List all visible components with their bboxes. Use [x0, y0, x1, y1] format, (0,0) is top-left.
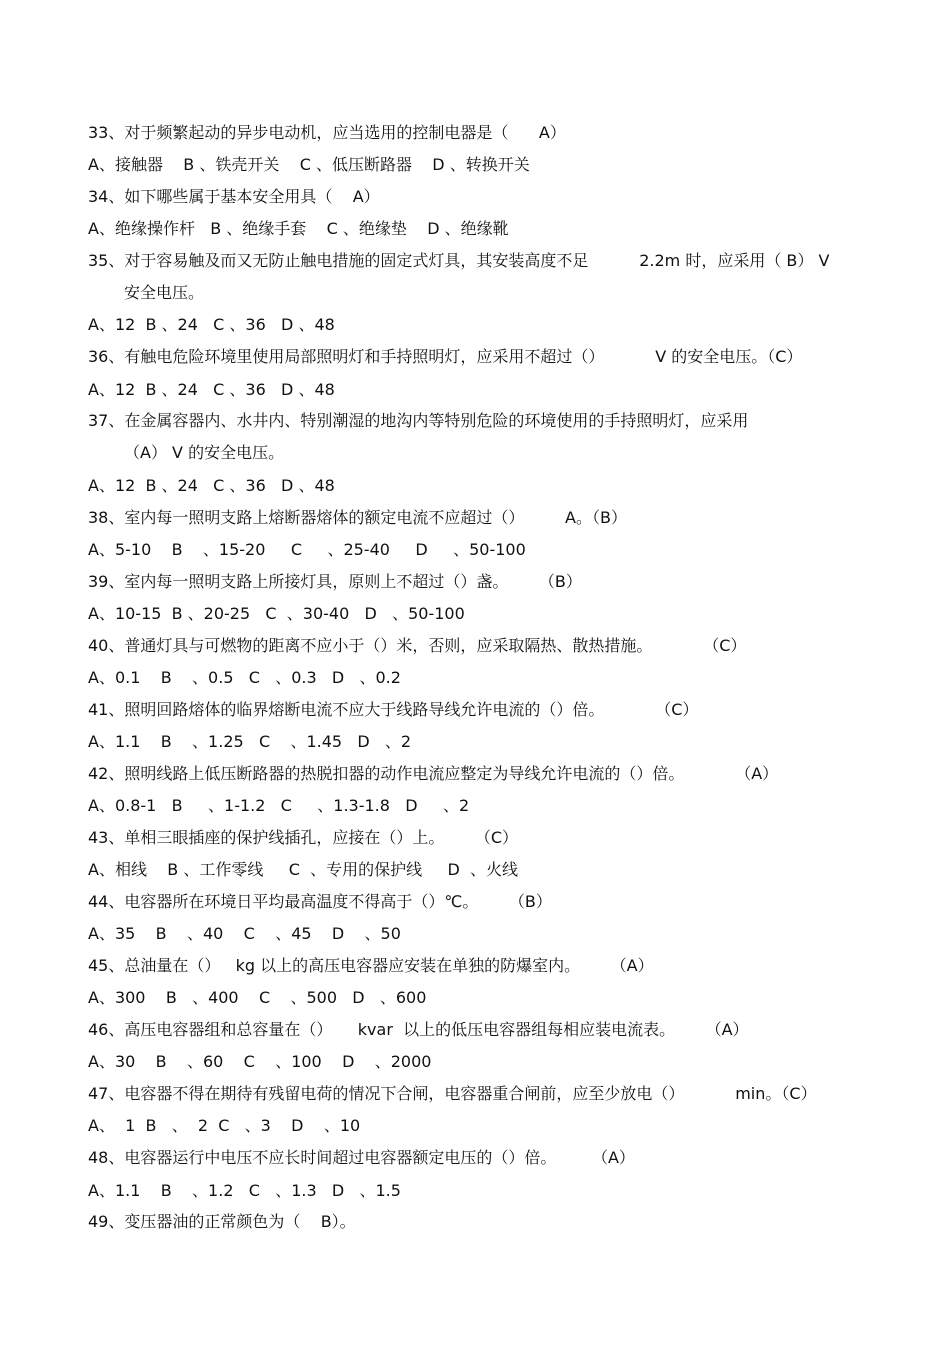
question-35: 35、对于容易触及而又无防止触电措施的固定式灯具，其安装高度不足 2.2m 时，应采用（ B） V [88, 251, 830, 270]
options-46: A、30 B 、60 C 、100 D 、2000 [88, 1052, 432, 1071]
options-42: A、0.8-1 B 、1-1.2 C 、1.3-1.8 D 、2 [88, 796, 470, 815]
question-45: 45、总油量在（） kg 以上的高压电容器应安装在单独的防爆室内。 （A） [88, 956, 654, 975]
options-39: A、10-15 B 、20-25 C 、30-40 D 、50-100 [88, 604, 465, 623]
question-43: 43、单相三眼插座的保护线插孔，应接在（）上。 （C） [88, 828, 519, 847]
options-34: A、绝缘操作杆 B 、绝缘手套 C 、绝缘垫 D 、绝缘靴 [88, 219, 509, 238]
question-36: 36、有触电危险环境里使用局部照明灯和手持照明灯，应采用不超过（） V 的安全电压。（C） [88, 347, 803, 366]
question-37: 37、在金属容器内、水井内、特别潮湿的地沟内等特别危险的环境使用的手持照明灯，应采用 [88, 411, 749, 430]
options-33: A、接触器 B 、铁壳开关 C 、低压断路器 D 、转换开关 [88, 155, 530, 174]
question-34: 34、如下哪些属于基本安全用具（ A） [88, 187, 380, 206]
question-39: 39、室内每一照明支路上所接灯具，原则上不超过（）盏。 （B） [88, 572, 582, 591]
question-46: 46、高压电容器组和总容量在（） kvar 以上的低压电容器组每相应装电流表。 （A） [88, 1020, 749, 1039]
question-38: 38、室内每一照明支路上熔断器熔体的额定电流不应超过（） A。（B） [88, 508, 627, 527]
options-47: A、 1 B 、 2 C 、3 D 、10 [88, 1116, 361, 1135]
options-38: A、5-10 B 、15-20 C 、25-40 D 、50-100 [88, 540, 526, 559]
options-41: A、1.1 B 、1.25 C 、1.45 D 、2 [88, 732, 412, 751]
question-44: 44、电容器所在环境日平均最高温度不得高于（）℃。 （B） [88, 892, 552, 911]
options-36: A、12 B 、24 C 、36 D 、48 [88, 380, 335, 399]
options-43: A、相线 B 、工作零线 C 、专用的保护线 D 、火线 [88, 860, 519, 879]
question-42: 42、照明线路上低压断路器的热脱扣器的动作电流应整定为导线允许电流的（）倍。 （A） [88, 764, 779, 783]
question-49: 49、变压器油的正常颜色为（ B）。 [88, 1212, 356, 1231]
options-37: A、12 B 、24 C 、36 D 、48 [88, 476, 335, 495]
question-33: 33、对于频繁起动的异步电动机，应当选用的控制电器是（ A） [88, 123, 566, 142]
options-45: A、300 B 、400 C 、500 D 、600 [88, 988, 427, 1007]
question-47: 47、电容器不得在期待有残留电荷的情况下合闸，电容器重合闸前，应至少放电（） min。（C） [88, 1084, 817, 1103]
options-44: A、35 B 、40 C 、45 D 、50 [88, 924, 401, 943]
question-35-continuation: 安全电压。 [124, 283, 205, 302]
options-40: A、0.1 B 、0.5 C 、0.3 D 、0.2 [88, 668, 401, 687]
options-48: A、1.1 B 、1.2 C 、1.3 D 、1.5 [88, 1181, 401, 1200]
question-41: 41、照明回路熔体的临界熔断电流不应大于线路导线允许电流的（）倍。 （C） [88, 700, 699, 719]
options-35: A、12 B 、24 C 、36 D 、48 [88, 315, 335, 334]
question-37-continuation: （A） V 的安全电压。 [124, 443, 285, 462]
question-40: 40、普通灯具与可燃物的距离不应小于（）米，否则，应采取隔热、散热措施。 （C） [88, 636, 747, 655]
question-48: 48、电容器运行中电压不应长时间超过电容器额定电压的（）倍。 （A） [88, 1148, 635, 1167]
